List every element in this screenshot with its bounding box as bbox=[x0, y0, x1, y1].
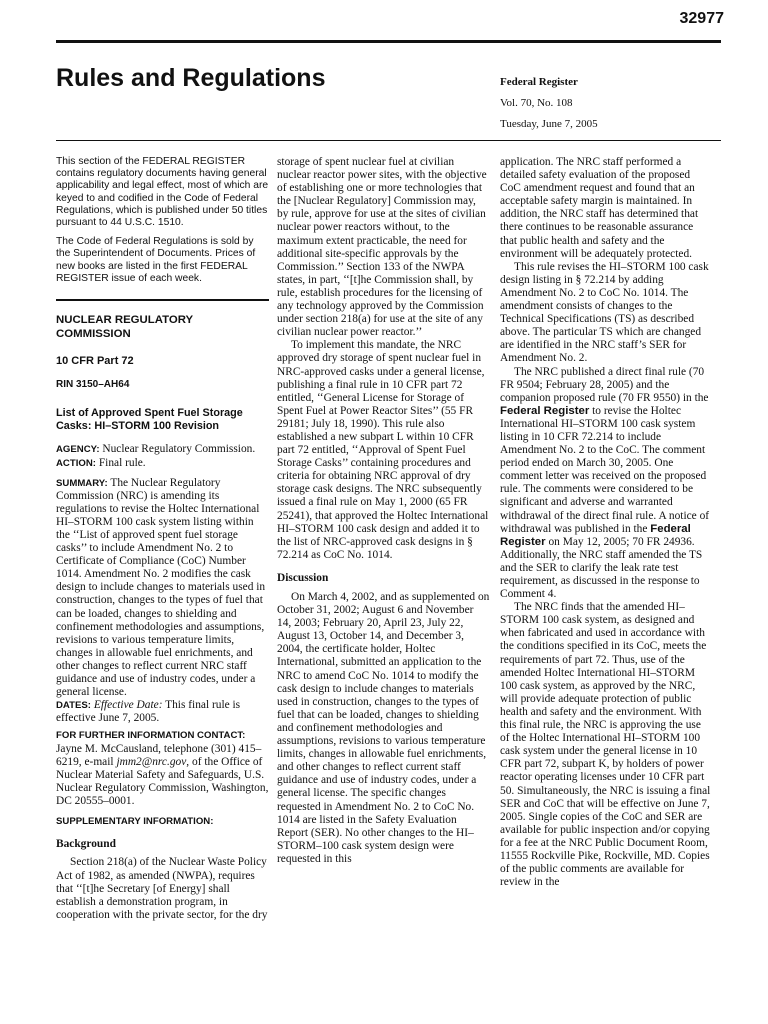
col3-paragraph-2: This rule revises the HI–STORM 100 cask design listing in § 72.214 by adding Amendment No. 2 to CoC No. 1014. The amendment consists of changes to the Technical Specifications (TS) as described above. The particular TS which are changed are identified in the NRC staff’s SER for Amendment No. 2. bbox=[500, 260, 709, 365]
dates-block bbox=[56, 699, 269, 725]
supplementary-label: SUPPLEMENTARY INFORMATION: bbox=[56, 816, 214, 828]
background-paragraph: Section 218(a) of the Nuclear Waste Policy Act of 1982, as amended (NWPA), requires that ‘‘[t]he Secretary [of Energy] shall establish a demonstration program, in cooperation with the private sector, for the dry bbox=[56, 856, 268, 921]
publication-meta bbox=[500, 72, 598, 135]
summary-label: SUMMARY: bbox=[56, 477, 108, 489]
col3-paragraph-4: The NRC finds that the amended HI–STORM 100 cask system, as designed and when fabricated and used in accordance with the conditions specified in its CoC, meets the requirements of part 72. Thus, use of the amended Holtec International HI–STORM 100 cask system, as approved by the NRC, will provide adequate protection of public health and safety and the environment. With this final rule, the NRC is approving the use of the Holtec International HI–STORM 100 cask system under the general license in 10 CFR part 72, subpart K, by holders of power reactor operating licenses under 10 CFR part 50. Simultaneously, the NRC is issuing a final SER and CoC that will be effective on June 7, 2005. Single copies of the CoC and SER are available for public inspection and/or copying for a fee at the NRC Public Document Room, 11555 Rockville Pike, Rockville, MD. Copies of the public comments are available for review in the bbox=[500, 601, 711, 889]
background-heading: Background bbox=[56, 838, 116, 851]
action-label: ACTION: bbox=[56, 457, 96, 469]
contact-label: FOR FURTHER INFORMATION CONTACT: bbox=[56, 730, 246, 742]
column-2 bbox=[277, 156, 490, 866]
col2-paragraph-2: To implement this mandate, the NRC approved dry storage of spent nuclear fuel in NRC-approved casks under a general license, publishing a final rule in 10 CFR part 72 entitled, ‘‘General License for Storage of Spent Fuel at Power Reactor Sites’’ (55 FR 29181; July 18, 1990). This rule also established a new subpart L within 10 CFR part 72 entitled, ‘‘Approval of Spent Fuel Storage Casks’’ containing procedures and criteria for obtaining NRC approval of dry storage cask designs. The NRC subsequently issued a final rule on May 1, 2000 (65 FR 25241), that approved the Holtec International HI–STORM 100 cask design and added it to the list of NRC-approved cask designs in § 72.214 as CoC No. 1014. bbox=[277, 339, 489, 561]
contact-text-1: Jayne M. McCausland, telephone (301) 415–6219, e-mail bbox=[56, 742, 262, 768]
section-divider bbox=[56, 299, 269, 301]
federal-register-ref-1: Federal Register bbox=[500, 404, 590, 417]
contact-email[interactable]: jmm2@nrc.gov bbox=[116, 755, 187, 768]
cfr-part: 10 CFR Part 72 bbox=[56, 355, 134, 368]
dates-italic: Effective Date: bbox=[93, 699, 163, 712]
summary-text: The Nuclear Regulatory Commission (NRC) is amending its regulations to revise the Holtec International HI–STORM 100 cask system listing within the ‘‘List of approved spent fuel storage casks’’ to include Amendment No. 2 to Certificate of Compliance (CoC) Number 1014. Amendment No. 2 modifies the cask design to include changes to materials used in construction, changes to the types of fuel that can be loaded, changes to shielding and confinement methodologies and assumptions, revisions to various temperature limits, changes in allowable fuel enrichments, and other changes to reflect current NRC staff guidance and use of industry codes, under a general license. bbox=[56, 476, 266, 699]
col3-paragraph-1: application. The NRC staff performed a detailed safety evaluation of the proposed CoC amendment request and found that an acceptable safety margin is maintained. In addition, the NRC staff has determined that there continues to be reasonable assurance that public health and safety and the environment will be adequately protected. bbox=[500, 156, 699, 260]
issue-date: Tuesday, June 7, 2005 bbox=[500, 118, 598, 130]
summary-block bbox=[56, 477, 269, 700]
sidebar-notice-1: This section of the FEDERAL REGISTER contains regulatory documents having general applicability and legal effect, most of which are keyed to and codified in the Code of Federal Regulations, which is published under 50 titles pursuant to 44 U.S.C. 1510. bbox=[56, 156, 269, 229]
col2-paragraph-1: storage of spent nuclear fuel at civilian nuclear reactor power sites, with the objective of establishing one or more technologies that the [Nuclear Regulatory] Commission may, by rule, approve for use at the sites of civilian nuclear power reactors without, to the maximum extent practicable, the need for additional site-specific approvals by the Commission.’’ Section 133 of the NWPA states, in part, ‘‘[t]he Commission shall, by rule, establish procedures for the licensing of any technology approved by the Commission under section 218(a) for use at the site of any civilian nuclear power reactor.’’ bbox=[277, 156, 487, 339]
document-title: List of Approved Spent Fuel Storage Casks: HI–STORM 100 Revision bbox=[56, 407, 243, 433]
dates-label: DATES: bbox=[56, 700, 91, 712]
agency-line bbox=[56, 443, 269, 456]
publication-name: Federal Register bbox=[500, 76, 578, 88]
dates-text: This final rule is effective June 7, 2005. bbox=[56, 699, 241, 725]
volume-number: Vol. 70, No. 108 bbox=[500, 97, 573, 109]
agency-heading: NUCLEAR REGULATORY COMMISSION bbox=[56, 314, 193, 341]
federal-register-ref-2: Federal Register bbox=[500, 522, 691, 548]
contact-block bbox=[56, 743, 269, 808]
sidebar-notice-2: The Code of Federal Regulations is sold by the Superintendent of Documents. Prices of new books are listed in the first FEDERAL REGISTER issue of each week. bbox=[56, 236, 256, 284]
col3-p3-part-c: on May 12, 2005; 70 FR 24936. Additionally, the NRC staff amended the TS and the SER to clarify the leak rate test requirement, as discussed in the response to Comment 4. bbox=[500, 535, 703, 601]
header-rule-thick bbox=[56, 40, 721, 43]
page-number: 32977 bbox=[679, 10, 724, 27]
action-line bbox=[56, 457, 269, 470]
contact-text-2: , of the Office of Nuclear Material Safety and Safeguards, U.S. Nuclear Regulatory Commission, Washington, DC 20555–0001. bbox=[56, 755, 269, 807]
column-3 bbox=[500, 156, 713, 889]
action-value: Final rule. bbox=[98, 456, 146, 469]
agency-label: AGENCY: bbox=[56, 444, 100, 456]
rin-number: RIN 3150–AH64 bbox=[56, 379, 130, 391]
col2-paragraph-3: On March 4, 2002, and as supplemented on October 31, 2002; August 6 and November 14, 2003; February 20, April 23, July 22, August 13, October 14, and December 3, 2004, the certificate holder, Holtec International, submitted an application to the NRC to amend CoC No. 1014 to modify the cask design to include changes to materials used in construction, changes to the types of fuel that can be loaded, changes to shielding and confinement methodologies and assumptions, revisions to various temperature limits, changes in allowable fuel enrichments, and other changes to reflect current staff guidance and use of industry codes, under a general license. The specific changes requested in Amendment No. 2 to CoC No. 1014 are listed in the Safety Evaluation Report (SER). No other changes to the HI–STORM–100 cask system design were requested in this bbox=[277, 591, 490, 865]
col3-p3-part-b: to revise the Holtec International HI–STORM 100 cask system listing in 10 CFR 72.214 to include Amendment No. 2 to the CoC. The comment period ended on March 30, 2005. One comment letter was received on the proposed rule. The comments were considered to be significant and adverse and warranted withdrawal of the direct final rule. A notice of withdrawal was published in the bbox=[500, 404, 710, 535]
col3-p3-part-a: The NRC published a direct final rule (70 FR 9504; February 28, 2005) and the companion proposed rule (70 FR 9550) in the bbox=[500, 365, 709, 404]
page-title: Rules and Regulations bbox=[56, 64, 326, 92]
col3-paragraph-3 bbox=[500, 366, 713, 602]
discussion-heading: Discussion bbox=[277, 571, 329, 584]
agency-value: Nuclear Regulatory Commission. bbox=[102, 443, 256, 456]
column-1 bbox=[56, 156, 269, 922]
header-rule-thin bbox=[56, 140, 721, 141]
